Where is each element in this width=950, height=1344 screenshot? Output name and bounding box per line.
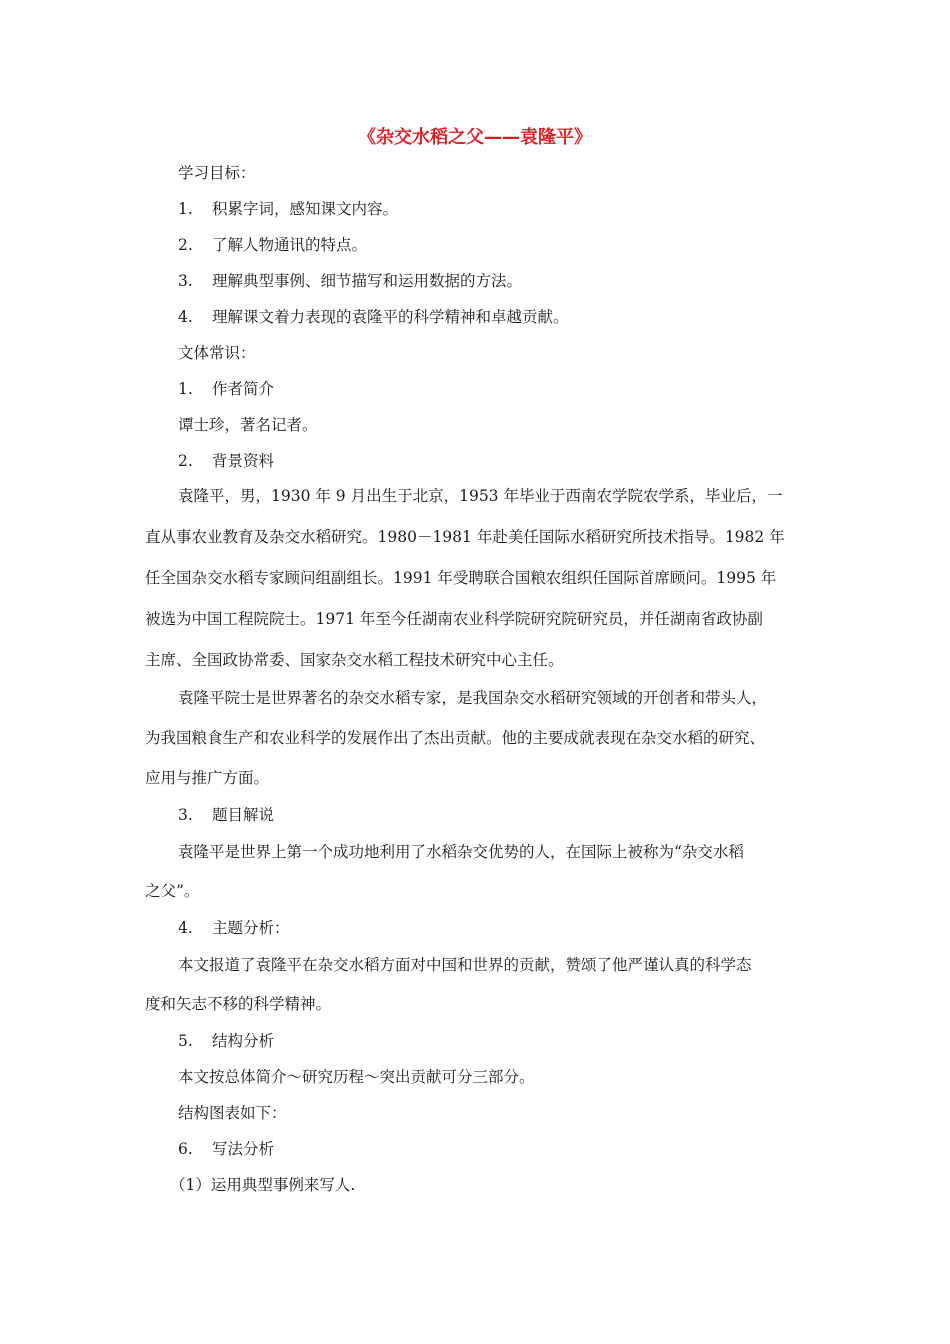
goal-text: 积累字词，感知课文内容。 — [212, 200, 399, 218]
goal-item — [178, 270, 522, 292]
goal-text: 了解人物通讯的特点。 — [212, 236, 368, 254]
section-heading — [178, 1030, 274, 1052]
section-title: 题目解说 — [212, 806, 275, 824]
knowledge-heading: 文体常识： — [178, 344, 256, 362]
goal-item — [178, 234, 367, 256]
section-title: 结构分析 — [212, 1032, 275, 1050]
author-text: 谭士珍，著名记者。 — [178, 416, 318, 434]
paragraph-line: 袁隆平，男，1930 年 9 月出生于北京，1953 年毕业于西南农学院农学系，毕业后，一 — [178, 487, 783, 505]
paragraph-line: 袁隆平院士是世界著名的杂交水稻专家，是我国杂交水稻研究领域的开创者和带头人， — [178, 689, 768, 707]
section-heading — [178, 450, 274, 472]
paragraph-line: 任全国杂交水稻专家顾问组副组长。1991 年受聘联合国粮农组织任国际首席顾问。1995 年 — [145, 569, 777, 587]
goal-number: 2. — [178, 236, 193, 254]
section-number: 4. — [178, 919, 193, 937]
goals-heading: 学习目标： — [178, 164, 256, 182]
paragraph-line: 为我国粮食生产和农业科学的发展作出了杰出贡献。他的主要成就表现在杂交水稻的研究、 — [145, 729, 766, 747]
paragraph-line: 主席、全国政协常委、国家杂交水稻工程技术研究中心主任。 — [145, 651, 564, 669]
paragraph-line: 之父”。 — [145, 882, 200, 900]
section-number: 6. — [178, 1140, 193, 1158]
goal-number: 1. — [178, 200, 193, 218]
section-number: 5. — [178, 1032, 193, 1050]
goal-item — [178, 306, 569, 328]
section-title: 作者简介 — [212, 380, 275, 398]
section-heading — [178, 804, 274, 826]
paragraph-line: 本文报道了袁隆平在杂交水稻方面对中国和世界的贡献，赞颂了他严谨认真的科学态 — [178, 956, 752, 974]
structure-text: 本文按总体简介～研究历程～突出贡献可分三部分。 — [178, 1068, 535, 1086]
section-number: 1. — [178, 380, 193, 398]
section-number: 3. — [178, 806, 193, 824]
section-heading — [178, 378, 274, 400]
section-number: 2. — [178, 452, 193, 470]
section-title: 主题分析： — [212, 919, 290, 937]
section-title: 背景资料 — [212, 452, 275, 470]
goal-text: 理解课文着力表现的袁隆平的科学精神和卓越贡献。 — [212, 308, 569, 326]
paragraph-line: 度和矢志不移的科学精神。 — [145, 995, 332, 1013]
paragraph-line: 被选为中国工程院院士。1971 年至今任湖南农业科学院研究院研究员，并任湖南省政协副 — [145, 610, 763, 628]
section-title: 写法分析 — [212, 1140, 275, 1158]
goal-item — [178, 198, 398, 220]
goal-number: 4. — [178, 308, 193, 326]
section-heading — [178, 917, 290, 939]
subsection-text: （1）运用典型事例来写人. — [170, 1176, 356, 1194]
paragraph-line: 袁隆平是世界上第一个成功地利用了水稻杂交优势的人，在国际上被称为“杂交水稻 — [178, 843, 744, 861]
structure-chart-label: 结构图表如下： — [178, 1104, 287, 1122]
paragraph-line: 直从事农业教育及杂交水稻研究。1980－1981 年赴美任国际水稻研究所技术指导。1982 年 — [145, 528, 785, 546]
goal-number: 3. — [178, 272, 193, 290]
paragraph-line: 应用与推广方面。 — [145, 769, 270, 787]
document-title: 《杂交水稻之父——袁隆平》 — [358, 127, 592, 148]
section-heading — [178, 1138, 274, 1160]
goal-text: 理解典型事例、细节描写和运用数据的方法。 — [212, 272, 523, 290]
